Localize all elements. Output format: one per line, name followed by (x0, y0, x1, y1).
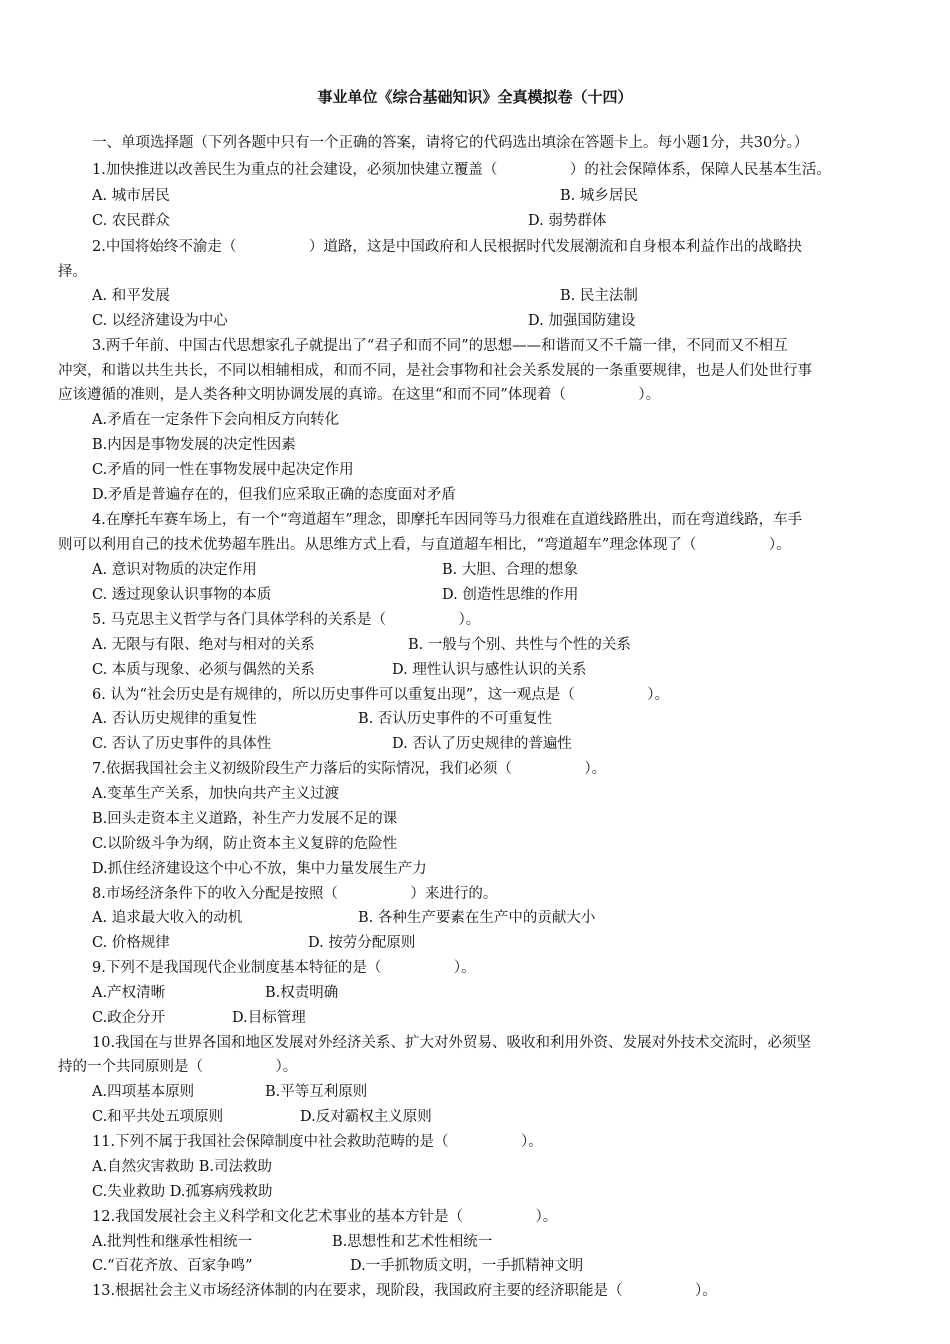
q12-option-a: A.批判性和继承性相统一 (92, 1234, 253, 1250)
q8-stem: 8.市场经济条件下的收入分配是按照（ ）来进行的。 (92, 886, 498, 902)
q6-stem: 6. 认为“社会历史是有规律的，所以历史事件可以重复出现”，这一观点是（ ）。 (92, 687, 670, 703)
q5-option-b: B. 一般与个别、共性与个性的关系 (408, 637, 631, 653)
q9-option-a: A.产权清晰 (92, 985, 166, 1001)
q4-stem-line2: 则可以利用自己的技术优势超车胜出。从思维方式上看，与直道超车相比，“弯道超车”理念体现了（ ）。 (58, 537, 791, 553)
q3-stem-line2: 冲突，和谐以共生共长，不同以相辅相成，和而不同，是社会事物和社会关系发展的一条重要规律，也是人们处世行事 (58, 363, 812, 379)
q7-option-a: A.变革生产关系，加快向共产主义过渡 (92, 786, 340, 802)
q5-option-d: D. 理性认识与感性认识的关系 (392, 662, 587, 678)
q6-option-b: B. 否认历史事件的不可重复性 (358, 711, 552, 727)
q12-option-c: C.“百花齐放、百家争鸣” (92, 1258, 253, 1274)
section-heading: 一、单项选择题（下列各题中只有一个正确的答案，请将它的代码选出填涂在答题卡上。每小题1分，共30分。） (92, 135, 809, 151)
q7-stem: 7.依据我国社会主义初级阶段生产力落后的实际情况，我们必须（ ）。 (92, 761, 607, 777)
q10-option-c: C.和平共处五项原则 (92, 1109, 224, 1125)
q10-option-a: A.四项基本原则 (92, 1084, 195, 1100)
q4-stem-line1: 4.在摩托车赛车场上，有一个“弯道超车”理念，即摩托车因同等马力很难在直道线路胜出，而在弯道线路，车手 (92, 512, 803, 528)
q3-option-b: B.内因是事物发展的决定性因素 (92, 437, 296, 453)
q4-option-c: C. 透过现象认识事物的本质 (92, 587, 272, 603)
q9-option-c: C.政企分开 (92, 1010, 166, 1026)
q8-option-a: A. 追求最大收入的动机 (92, 910, 243, 926)
q2-stem-line1: 2.中国将始终不渝走（ ）道路，这是中国政府和人民根据时代发展潮流和自身根本利益作出的战略抉 (92, 239, 802, 255)
q11-options-ab: A.自然灾害救助 B.司法救助 (92, 1159, 272, 1175)
q8-option-c: C. 价格规律 (92, 935, 170, 951)
q2-option-c: C. 以经济建设为中心 (92, 313, 228, 329)
q1-option-c: C. 农民群众 (92, 213, 170, 229)
q1-option-b: B. 城乡居民 (560, 188, 638, 204)
q10-stem-line2: 持的一个共同原则是（ ）。 (58, 1059, 298, 1075)
q9-option-b: B.权责明确 (265, 985, 339, 1001)
q2-stem-line2: 择。 (58, 264, 87, 280)
q4-option-a: A. 意识对物质的决定作用 (92, 562, 257, 578)
q3-option-c: C.矛盾的同一性在事物发展中起决定作用 (92, 462, 354, 478)
q2-option-d: D. 加强国防建设 (528, 313, 636, 329)
q9-option-d: D.目标管理 (232, 1010, 306, 1026)
q5-stem: 5. 马克思主义哲学与各门具体学科的关系是（ ）。 (92, 612, 481, 628)
q4-option-b: B. 大胆、合理的想象 (442, 562, 578, 578)
q2-option-a: A. 和平发展 (92, 288, 170, 304)
q3-option-a: A.矛盾在一定条件下会向相反方向转化 (92, 412, 340, 428)
q6-option-a: A. 否认历史规律的重复性 (92, 711, 257, 727)
q8-option-b: B. 各种生产要素在生产中的贡献大小 (358, 910, 596, 926)
q6-option-c: C. 否认了历史事件的具体性 (92, 736, 272, 752)
q12-option-b: B.思想性和艺术性相统一 (332, 1234, 493, 1250)
q12-stem: 12.我国发展社会主义科学和文化艺术事业的基本方针是（ ）。 (92, 1209, 558, 1225)
q10-option-b: B.平等互利原则 (265, 1084, 368, 1100)
q5-option-a: A. 无限与有限、绝对与相对的关系 (92, 637, 315, 653)
exam-title: 事业单位《综合基础知识》全真模拟卷（十四） (317, 88, 633, 106)
q10-option-d: D.反对霸权主义原则 (300, 1109, 432, 1125)
q2-option-b: B. 民主法制 (560, 288, 638, 304)
q1-option-d: D. 弱势群体 (528, 213, 607, 229)
q9-stem: 9.下列不是我国现代企业制度基本特征的是（ ）。 (92, 960, 476, 976)
q1-option-a: A. 城市居民 (92, 188, 170, 204)
q7-option-d: D.抓住经济建设这个中心不放，集中力量发展生产力 (92, 861, 427, 877)
q13-stem: 13.根据社会主义市场经济体制的内在要求，现阶段，我国政府主要的经济职能是（ ）。 (92, 1283, 717, 1299)
q7-option-b: B.回头走资本主义道路，补生产力发展不足的课 (92, 811, 398, 827)
q3-option-d: D.矛盾是普遍存在的，但我们应采取正确的态度面对矛盾 (92, 487, 456, 503)
q4-option-d: D. 创造性思维的作用 (442, 587, 579, 603)
q11-options-cd: C.失业救助 D.孤寡病残救助 (92, 1184, 273, 1200)
q3-stem-line3: 应该遵循的准则，是人类各种文明协调发展的真谛。在这里“和而不同”体现着（ ）。 (58, 387, 661, 403)
q3-stem-line1: 3.两千年前、中国古代思想家孔子就提出了“君子和而不同”的思想——和谐而又不千篇一律，不同而又不相互 (92, 338, 788, 354)
q12-option-d: D.一手抓物质文明，一手抓精神文明 (350, 1258, 584, 1274)
q11-stem: 11.下列不属于我国社会保障制度中社会救助范畴的是（ ）。 (92, 1134, 543, 1150)
q8-option-d: D. 按劳分配原则 (308, 935, 416, 951)
q5-option-c: C. 本质与现象、必须与偶然的关系 (92, 662, 315, 678)
q10-stem-line1: 10.我国在与世界各国和地区发展对外经济关系、扩大对外贸易、吸收和利用外资、发展对外技术交流时，必须坚 (92, 1035, 812, 1051)
q7-option-c: C.以阶级斗争为纲，防止资本主义复辟的危险性 (92, 836, 398, 852)
q6-option-d: D. 否认了历史规律的普遍性 (392, 736, 572, 752)
q1-stem: 1.加快推进以改善民生为重点的社会建设，必须加快建立覆盖（ ）的社会保障体系，保障人民基本生活。 (92, 162, 831, 178)
